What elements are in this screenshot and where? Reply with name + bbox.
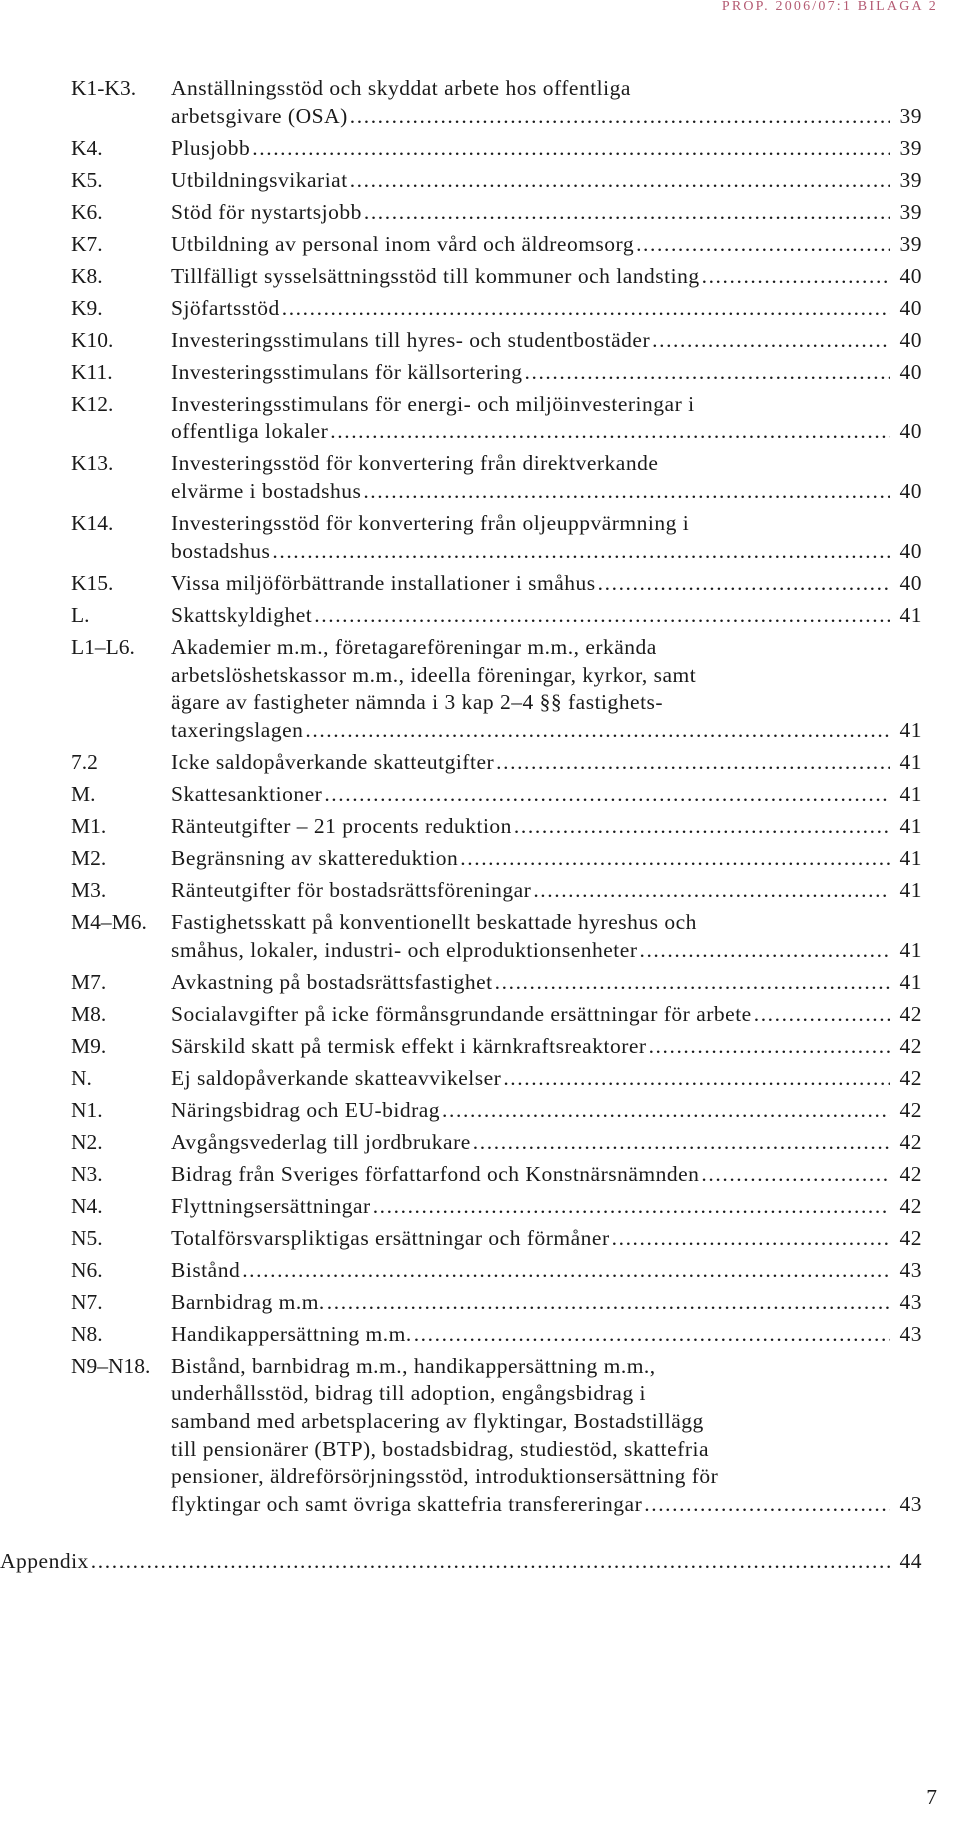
toc-entry-page: 43 (899, 1321, 922, 1346)
toc-entry[interactable] (0, 1257, 960, 1285)
toc-entry[interactable] (0, 263, 960, 291)
toc-entry-title (171, 1289, 922, 1317)
toc-entry-text: Investeringsstimulans till hyres- och studentbostäder (171, 327, 651, 352)
toc-entry-line (171, 418, 922, 446)
toc-entry-title (171, 263, 922, 291)
toc-entry-line (171, 263, 922, 291)
dot-leader (473, 1129, 890, 1157)
toc-entry-line (171, 969, 922, 997)
toc-entry-text: Socialavgifter på icke förmånsgrundande ersättningar för arbete (171, 1001, 752, 1026)
toc-entry-title (0, 1548, 922, 1576)
toc-entry-text: Begränsning av skattereduktion (171, 845, 459, 870)
toc-entry-page: 42 (899, 1129, 922, 1154)
toc-entry-text: elvärme i bostadshus (171, 479, 362, 504)
toc-entry-page: 43 (899, 1289, 922, 1314)
toc-entry-line (171, 1129, 922, 1157)
toc-entry-code: N2. (71, 1129, 103, 1154)
toc-entry-line: Bistånd, barnbidrag m.m., handikappersättning m.m., (171, 1353, 656, 1378)
toc-entry-code: M8. (71, 1001, 107, 1026)
toc-entry-title (171, 1161, 922, 1189)
dot-leader (350, 103, 890, 131)
toc-entry-line (171, 231, 922, 259)
toc-entry[interactable] (0, 295, 960, 323)
toc-entry-title (171, 1353, 922, 1519)
toc-entry-text: Ränteutgifter – 21 procents reduktion (171, 813, 512, 838)
toc-entry-text: Avgångsvederlag till jordbrukare (171, 1129, 471, 1154)
toc-entry-text: bostadshus (171, 538, 271, 563)
toc-entry-text: arbetsgivare (OSA) (171, 103, 348, 128)
toc-entry-page: 40 (899, 570, 922, 595)
toc-entry-line (171, 937, 922, 965)
toc-entry-code: K5. (71, 167, 103, 192)
dot-leader (514, 813, 890, 841)
toc-entry-title (171, 749, 922, 777)
toc-entry-title (171, 75, 922, 130)
toc-entry-title (171, 813, 922, 841)
toc-entry-code: M3. (71, 877, 107, 902)
toc-entry[interactable] (0, 877, 960, 905)
toc-entry-title (171, 199, 922, 227)
toc-entry-line (171, 538, 922, 566)
toc-entry-title (171, 634, 922, 745)
toc-entry[interactable] (0, 1353, 960, 1519)
page-number: 7 (926, 1785, 937, 1809)
toc-entry-line (171, 749, 922, 777)
dot-leader (636, 231, 890, 259)
toc-entry-title (171, 602, 922, 630)
toc-entry-title (171, 1321, 922, 1349)
toc-entry-text: småhus, lokaler, industri- och elproduktionsenheter (171, 937, 638, 962)
toc-entry-line (171, 103, 922, 131)
toc-entry-text: Appendix (0, 1548, 89, 1573)
toc-entry-title (171, 570, 922, 598)
toc-entry-text: taxeringslagen (171, 717, 304, 742)
toc-entry[interactable] (0, 813, 960, 841)
toc-entry-code: K11. (71, 359, 113, 384)
toc-entry-page: 39 (899, 103, 922, 128)
toc-entry-text: Ej saldopåverkande skatteavvikelser (171, 1065, 502, 1090)
toc-entry[interactable] (0, 1193, 960, 1221)
toc-entry-code: N3. (71, 1161, 103, 1186)
toc-entry-title (171, 845, 922, 873)
toc-entry-page: 39 (899, 199, 922, 224)
toc-entry-code: N1. (71, 1097, 103, 1122)
toc-entry-page: 40 (899, 327, 922, 352)
dot-leader (91, 1548, 890, 1576)
toc-entry-line: Investeringsstöd för konvertering från oljeuppvärmning i (171, 511, 690, 536)
dot-leader (495, 969, 890, 997)
dot-leader (327, 1289, 890, 1317)
toc-entry-title (171, 1225, 922, 1253)
toc-entry-line: Anställningsstöd och skyddat arbete hos offentliga (171, 76, 631, 100)
toc-entry-code: N5. (71, 1225, 103, 1250)
dot-leader (612, 1225, 890, 1253)
toc-entry-page: 42 (899, 1065, 922, 1090)
toc-entry-code: K8. (71, 263, 103, 288)
toc-entry-text: Avkastning på bostadsrättsfastighet (171, 969, 493, 994)
toc-entry-page: 41 (899, 781, 922, 806)
toc-entry-page: 41 (899, 602, 922, 627)
dot-leader (373, 1193, 890, 1221)
toc-entry-line (171, 717, 922, 745)
toc-entry-line (171, 167, 922, 195)
toc-entry-code: L1–L6. (71, 634, 135, 659)
toc-entry[interactable] (0, 199, 960, 227)
toc-entry-text: Barnbidrag m.m. (171, 1289, 325, 1314)
dot-leader (350, 167, 890, 195)
toc-entry-title (171, 1065, 922, 1093)
toc-entry-page: 42 (899, 1001, 922, 1026)
toc-entry-page: 42 (899, 1097, 922, 1122)
toc-entry-code: M7. (71, 969, 107, 994)
toc-entry-title (171, 1097, 922, 1125)
toc-entry-page: 41 (899, 969, 922, 994)
toc-entry-text: Vissa miljöförbättrande installationer i småhus (171, 570, 596, 595)
toc-entry-line (0, 1548, 922, 1576)
toc-entry-title (171, 231, 922, 259)
toc-entry-page: 43 (899, 1492, 922, 1517)
toc-entry-page: 41 (899, 749, 922, 774)
toc-entry-code: M9. (71, 1033, 107, 1058)
toc-entry-code: M1. (71, 813, 107, 838)
toc-entry-title (171, 1193, 922, 1221)
toc-entry-text: Handikappersättning m.m. (171, 1321, 412, 1346)
toc-entry-line: Akademier m.m., företagareföreningar m.m., erkända (171, 634, 657, 659)
toc-entry-text: Flyttningsersättningar (171, 1193, 371, 1218)
dot-leader (496, 749, 890, 777)
dot-leader (598, 570, 890, 598)
toc-entry-text: Skattskyldighet (171, 602, 313, 627)
toc-entry-line: till pensionärer (BTP), bostadsbidrag, studiestöd, skattefria (171, 1436, 710, 1461)
toc-entry[interactable] (0, 634, 960, 745)
dot-leader (305, 717, 890, 745)
toc-entry-page: 41 (899, 937, 922, 962)
toc-entry-page: 41 (899, 877, 922, 902)
toc-entry-line: pensioner, äldreförsörjningsstöd, introduktionsersättning för (171, 1464, 719, 1489)
toc-entry[interactable] (0, 969, 960, 997)
dot-leader (639, 937, 890, 965)
toc-entry[interactable] (0, 1289, 960, 1317)
toc-entry-title (171, 1001, 922, 1029)
dot-leader (503, 1065, 890, 1093)
toc-entry-code: M4–M6. (71, 909, 147, 934)
toc-entry-line (171, 1033, 922, 1061)
toc-entry-text: Ränteutgifter för bostadsrättsföreningar (171, 877, 532, 902)
toc-entry-line (171, 877, 922, 905)
toc-entry-line (171, 478, 922, 506)
toc-entry-code: N8. (71, 1321, 103, 1346)
toc-entry-page: 39 (899, 231, 922, 256)
dot-leader (314, 602, 890, 630)
toc-entry-page: 44 (899, 1548, 922, 1573)
toc-entry-text: Bistånd (171, 1257, 241, 1282)
dot-leader (533, 877, 890, 905)
toc-entry-code: K15. (71, 570, 114, 595)
toc-entry-title (171, 1257, 922, 1285)
toc-entry[interactable] (0, 1097, 960, 1125)
toc-entry[interactable] (0, 1321, 960, 1349)
toc-entry-line (171, 813, 922, 841)
toc-entry-line (171, 135, 922, 163)
toc-entry-title (171, 391, 922, 446)
toc-entry-line (171, 570, 922, 598)
toc-entry-code: N9–N18. (71, 1353, 151, 1378)
toc-entry-page: 40 (899, 295, 922, 320)
toc-entry-line: Investeringsstöd för konvertering från direktverkande (171, 451, 659, 476)
toc-entry-line: ägare av fastigheter nämnda i 3 kap 2–4 §§ fastighets- (171, 690, 664, 715)
toc-entry[interactable] (0, 570, 960, 598)
toc-entry-line (171, 1001, 922, 1029)
toc-entry-title (171, 909, 922, 964)
toc-entry-line (171, 327, 922, 355)
toc-entry-page: 40 (899, 419, 922, 444)
toc-entry-text: Plusjobb (171, 135, 251, 160)
toc-entry-page: 42 (899, 1193, 922, 1218)
toc-entry-line (171, 1321, 922, 1349)
toc-entry-line (171, 1161, 922, 1189)
toc-entry-line (171, 1065, 922, 1093)
toc-entry[interactable] (0, 1161, 960, 1189)
dot-leader (652, 327, 890, 355)
dot-leader (754, 1001, 890, 1029)
toc-entry[interactable] (0, 231, 960, 259)
toc-entry-line (171, 845, 922, 873)
toc-entry[interactable] (0, 781, 960, 809)
toc-entry-text: Bidrag från Sveriges författarfond och Konstnärsnämnden (171, 1161, 700, 1186)
toc-entry-line: Investeringsstimulans för energi- och miljöinvesteringar i (171, 391, 695, 416)
toc-entry[interactable] (0, 510, 960, 565)
toc-entry-line (171, 1097, 922, 1125)
toc-entry-line (171, 295, 922, 323)
toc-entry-text: Stöd för nystartsjobb (171, 199, 362, 224)
toc-entry[interactable] (0, 1548, 960, 1576)
toc-entry-text: Utbildningsvikariat (171, 167, 348, 192)
toc-entry-code: M. (71, 781, 96, 806)
toc-entry[interactable] (0, 845, 960, 873)
dot-leader (701, 1161, 890, 1189)
toc-entry-text: offentliga lokaler (171, 419, 329, 444)
toc-entry[interactable] (0, 359, 960, 387)
toc-entry-page: 41 (899, 845, 922, 870)
toc-entry-title (171, 450, 922, 505)
toc-entry-code: K12. (71, 391, 114, 416)
toc-entry-line: samband med arbetsplacering av flyktingar, Bostadstillägg (171, 1409, 704, 1434)
toc-entry-page: 42 (899, 1225, 922, 1250)
toc-entry-page: 40 (899, 479, 922, 504)
toc-entry-title (171, 1033, 922, 1061)
toc-entry-page: 41 (899, 813, 922, 838)
toc-entry-line (171, 1491, 922, 1519)
toc-entry[interactable] (0, 1225, 960, 1253)
dot-leader (330, 418, 890, 446)
toc-entry-line: arbetslöshetskassor m.m., ideella föreningar, kyrkor, samt (171, 662, 697, 687)
toc-entry-line: Fastighetsskatt på konventionellt beskattade hyreshus och (171, 909, 697, 934)
toc-entry[interactable] (0, 749, 960, 777)
toc-entry-code: M2. (71, 845, 107, 870)
toc-entry-code: N6. (71, 1257, 103, 1282)
toc-entry-title (171, 327, 922, 355)
toc-entry-title (171, 135, 922, 163)
toc-entry-text: Näringsbidrag och EU-bidrag (171, 1097, 441, 1122)
toc-entry-line (171, 359, 922, 387)
toc-entry-title (171, 969, 922, 997)
toc-entry-line (171, 602, 922, 630)
toc-entry[interactable] (0, 135, 960, 163)
toc-entry-line (171, 1225, 922, 1253)
toc-entry-page: 41 (899, 717, 922, 742)
toc-entry[interactable] (0, 1033, 960, 1061)
toc-entry-code: 7.2 (71, 749, 98, 774)
toc-entry[interactable] (0, 1065, 960, 1093)
toc-entry-code: K7. (71, 231, 103, 256)
toc-entry-code: K13. (71, 451, 114, 476)
toc-entry[interactable] (0, 327, 960, 355)
toc-entry-title (171, 295, 922, 323)
toc-entry-text: Skattesanktioner (171, 781, 323, 806)
toc-entry-line (171, 781, 922, 809)
toc-entry-text: Totalförsvarspliktigas ersättningar och förmåner (171, 1225, 610, 1250)
dot-leader (272, 538, 890, 566)
toc-entry[interactable] (0, 450, 960, 505)
toc-entry-page: 39 (899, 167, 922, 192)
running-header: PROP. 2006/07:1 BILAGA 2 (721, 0, 938, 14)
table-of-contents (0, 75, 960, 1580)
toc-entry-line: underhållsstöd, bidrag till adoption, engångsbidrag i (171, 1381, 646, 1406)
dot-leader (442, 1097, 890, 1125)
toc-entry-code: K4. (71, 135, 103, 160)
toc-entry[interactable] (0, 75, 960, 130)
toc-entry-line (171, 1289, 922, 1317)
toc-entry-page: 39 (899, 135, 922, 160)
toc-entry-code: K6. (71, 199, 103, 224)
toc-entry-code: K1-K3. (71, 76, 137, 100)
toc-entry[interactable] (0, 909, 960, 964)
toc-entry-text: flyktingar och samt övriga skattefria transfereringar (171, 1492, 643, 1517)
toc-entry[interactable] (0, 1001, 960, 1029)
dot-leader (364, 199, 890, 227)
dot-leader (644, 1491, 890, 1519)
toc-entry-title (171, 877, 922, 905)
toc-entry-line (171, 199, 922, 227)
toc-entry-title (171, 359, 922, 387)
dot-leader (324, 781, 890, 809)
toc-entry[interactable] (0, 1129, 960, 1157)
dot-leader (242, 1257, 890, 1285)
toc-entry-page: 42 (899, 1033, 922, 1058)
toc-entry-text: Icke saldopåverkande skatteutgifter (171, 749, 495, 774)
toc-entry-title (171, 1129, 922, 1157)
toc-entry-page: 43 (899, 1257, 922, 1282)
toc-entry-code: K14. (71, 511, 114, 536)
dot-leader (525, 359, 891, 387)
toc-entry-code: N4. (71, 1193, 103, 1218)
toc-entry-page: 40 (899, 359, 922, 384)
toc-entry-text: Sjöfartsstöd (171, 295, 280, 320)
toc-entry-text: Särskild skatt på termisk effekt i kärnkraftsreaktorer (171, 1033, 647, 1058)
toc-entry-title (171, 167, 922, 195)
toc-entry-title (171, 781, 922, 809)
toc-entry-page: 40 (899, 263, 922, 288)
toc-entry-text: Utbildning av personal inom vård och äldreomsorg (171, 231, 635, 256)
toc-entry-line (171, 1257, 922, 1285)
toc-entry-page: 42 (899, 1161, 922, 1186)
toc-entry-code: N. (71, 1065, 92, 1090)
toc-entry[interactable] (0, 391, 960, 446)
toc-entry-text: Tillfälligt sysselsättningsstöd till kommuner och landsting (171, 263, 700, 288)
toc-entry[interactable] (0, 167, 960, 195)
dot-leader (702, 263, 890, 291)
toc-entry-code: K10. (71, 327, 114, 352)
toc-entry-line (171, 1193, 922, 1221)
dot-leader (460, 845, 890, 873)
toc-entry[interactable] (0, 602, 960, 630)
dot-leader (649, 1033, 890, 1061)
toc-entry-page: 40 (899, 538, 922, 563)
toc-entry-code: L. (71, 602, 90, 627)
dot-leader (414, 1321, 890, 1349)
dot-leader (252, 135, 890, 163)
dot-leader (363, 478, 890, 506)
toc-entry-code: N7. (71, 1289, 103, 1314)
dot-leader (282, 295, 890, 323)
toc-entry-text: Investeringsstimulans för källsortering (171, 359, 523, 384)
toc-entry-title (171, 510, 922, 565)
toc-entry-code: K9. (71, 295, 103, 320)
